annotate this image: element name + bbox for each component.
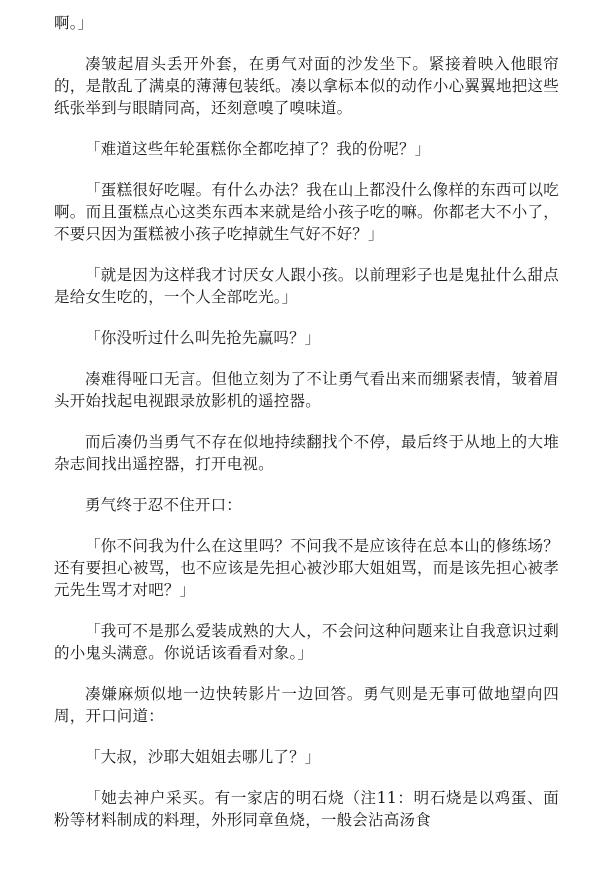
paragraph-11: 「我可不是那么爱装成熟的大人，不会问这种问题来让自我意识过剩的小鬼头满意。你说话该看看对象。」 [54, 622, 559, 662]
document-page [54, 12, 559, 850]
paragraph-2: 凑皱起眉头丢开外套，在勇气对面的沙发坐下。紧接着映入他眼帘的，是散乱了满桌的薄薄包装纸。凑以拿标本似的动作小心翼翼地把这些纸张举到与眼睛同高，还刻意嗅了嗅味道。 [54, 55, 559, 117]
paragraph-13: 「大叔，沙耶大姐姐去哪儿了？」 [85, 748, 321, 766]
paragraph-14: 「她去神户采买。有一家店的明石烧（注11：明石烧是以鸡蛋、面粉等材料制成的料理，外形同章鱼烧，一般会沾高汤食 [54, 789, 559, 829]
paragraph-9: 勇气终于忍不住开口： [85, 496, 243, 514]
paragraph-8: 而后凑仍当勇气不存在似地持续翻找个不停，最后终于从地上的大堆杂志间找出遥控器，打开电视。 [54, 433, 559, 473]
paragraph-12: 凑嫌麻烦似地一边快转影片一边回答。勇气则是无事可做地望向四周，开口问道： [54, 685, 559, 725]
paragraph-7: 凑难得哑口无言。但他立刻为了不让勇气看出来而绷紧表情，皱着眉头开始找起电视跟录放影机的遥控器。 [54, 370, 559, 410]
paragraph-3: 「难道这些年轮蛋糕你全都吃掉了？我的份呢？」 [85, 140, 431, 158]
paragraph-10: 「你不问我为什么在这里吗？不问我不是应该待在总本山的修练场？还有要担心被骂，也不应该是先担心被沙耶大姐姐骂，而是该先担心被孝元先生骂才对吧？」 [54, 537, 559, 599]
paragraph-1: 啊。」 [54, 14, 94, 32]
paragraph-4: 「蛋糕很好吃喔。有什么办法？我在山上都没什么像样的东西可以吃啊。而且蛋糕点心这类东西本来就是给小孩子吃的嘛。你都老大不小了，不要只因为蛋糕被小孩子吃掉就生气好不好？」 [54, 181, 559, 243]
paragraph-5: 「就是因为这样我才讨厌女人跟小孩。以前理彩子也是鬼扯什么甜点是给女生吃的，一个人全部吃光。」 [54, 266, 559, 306]
paragraph-6: 「你没听过什么叫先抢先赢吗？」 [85, 329, 321, 347]
